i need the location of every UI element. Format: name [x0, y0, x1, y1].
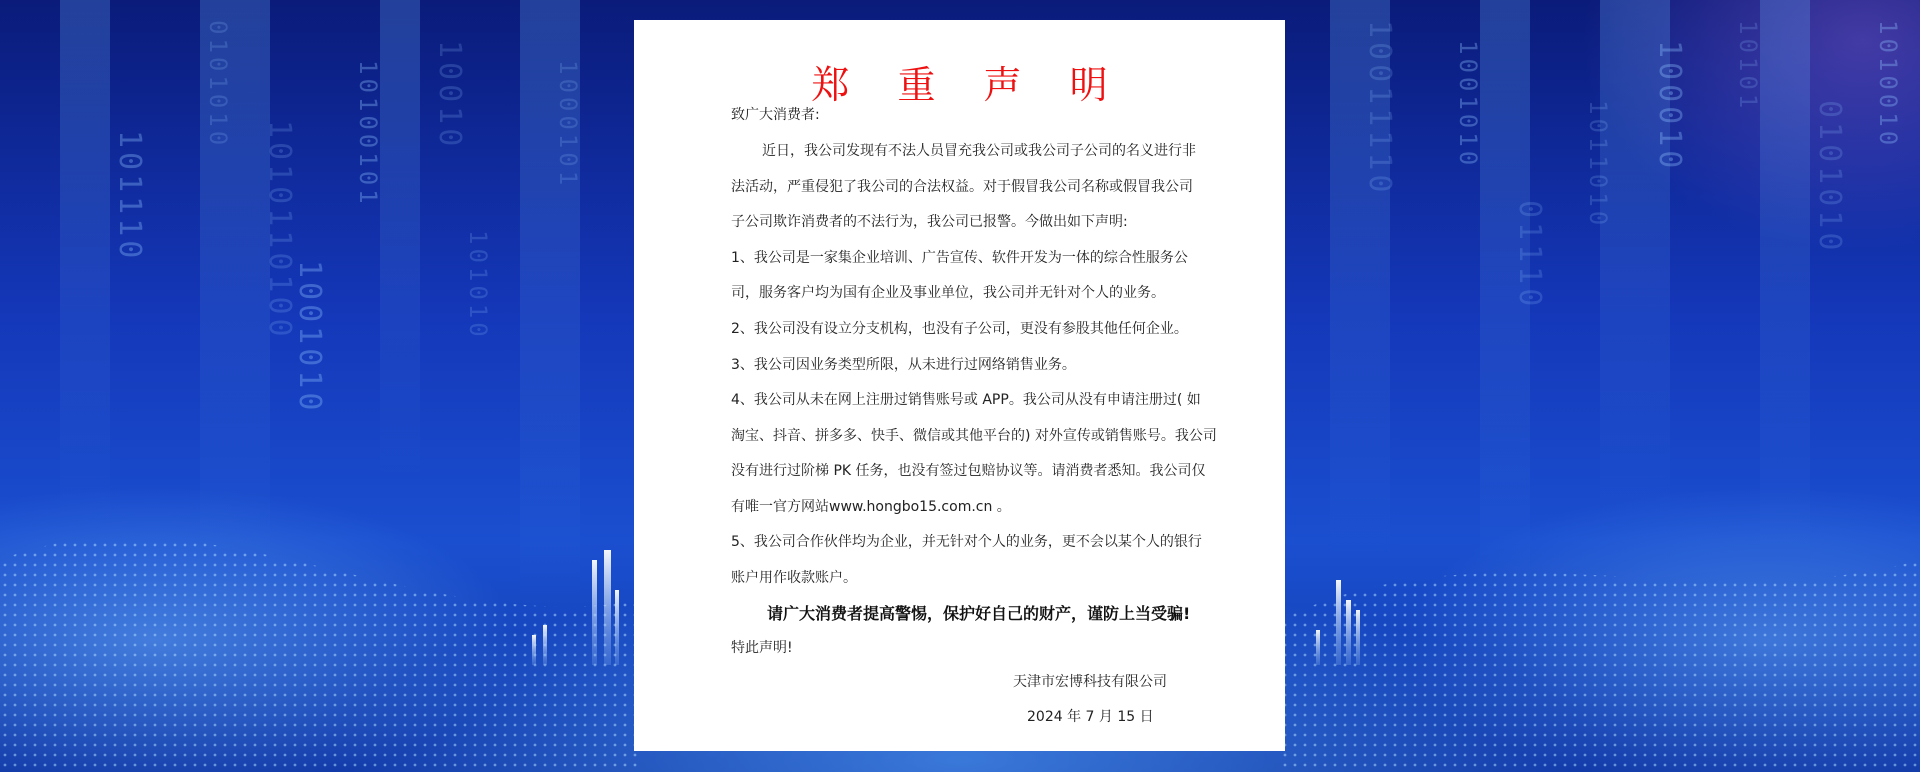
official-website-line: 有唯一官方网站www.hongbo15.com.cn 。 — [731, 499, 1011, 515]
paragraph-line: 法活动，严重侵犯了我公司的合法权益。对于假冒我公司名称或假冒我公司 — [731, 179, 1193, 195]
binary-digit-text: 10011110 — [1362, 20, 1397, 197]
binary-digit-text: 1000101 — [554, 60, 582, 190]
item-line: 5、我公司合作伙伴均为企业，并无针对个人的业务，更不会以某个人的银行 — [731, 534, 1202, 550]
closing-text: 特此声明! — [731, 640, 793, 656]
item-line: 司，服务客户均为国有企业及事业单位，我公司并无针对个人的业务。 — [731, 285, 1165, 301]
binary-digit-text: 100010 — [1652, 40, 1687, 173]
right-dot-wave — [1280, 560, 1920, 772]
item-line: 没有进行过阶梯 PK 任务，也没有签过包赔协议等。请消费者悉知。我公司仅 — [731, 463, 1206, 479]
item-line: 3、我公司因业务类型所限，从未进行过网络销售业务。 — [731, 357, 1076, 373]
salutation: 致广大消费者: — [731, 107, 820, 123]
binary-digit-text: 1010110100 — [262, 120, 297, 341]
binary-digit-text: 1010010 — [1874, 20, 1902, 150]
warning-text: 请广大消费者提高警惕，保护好自己的财产，谨防上当受骗! — [767, 604, 1191, 623]
binary-digit-text: 1011010 — [1584, 100, 1612, 230]
item-line: 淘宝、抖音、拼多多、快手、微信或其他平台的) 对外宣传或销售账号。我公司 — [731, 428, 1217, 444]
company-name: 天津市宏博科技有限公司 — [1013, 674, 1167, 690]
paragraph-line: 近日，我公司发现有不法人员冒充我公司或我公司子公司的名义进行非 — [762, 143, 1196, 159]
binary-digit-text: 101010 — [464, 230, 492, 341]
item-line: 2、我公司没有设立分支机构，也没有子公司，更没有参股其他任何企业。 — [731, 321, 1188, 337]
statement-title: 郑 重 声 明 — [811, 63, 1126, 107]
binary-digit-text: 01110 — [1512, 200, 1547, 311]
binary-digit-text: 0101010 — [1812, 100, 1847, 255]
binary-digit-text: 1001010 — [292, 260, 327, 415]
statement-date: 2024 年 7 月 15 日 — [1027, 709, 1154, 725]
statement-document — [634, 20, 1285, 751]
binary-digit-text: 10101 — [1734, 20, 1762, 113]
item-line: 1、我公司是一家集企业培训、广告宣传、软件开发为一体的综合性服务公 — [731, 250, 1188, 266]
binary-digit-text: 10010 — [432, 40, 467, 151]
binary-digit-text: 1001010 — [1454, 40, 1482, 170]
paragraph-line: 子公司欺诈消费者的不法行为，我公司已报警。今做出如下声明: — [731, 214, 1128, 230]
binary-digit-text: 101110 — [112, 130, 147, 263]
item-line: 4、我公司从未在网上注册过销售账号或 APP。我公司从没有申请注册过( 如 — [731, 392, 1201, 408]
binary-digit-text: 0101010 — [204, 20, 232, 150]
binary-digit-text: 10100101 — [354, 60, 382, 208]
item-line: 账户用作收款账户。 — [731, 570, 857, 586]
